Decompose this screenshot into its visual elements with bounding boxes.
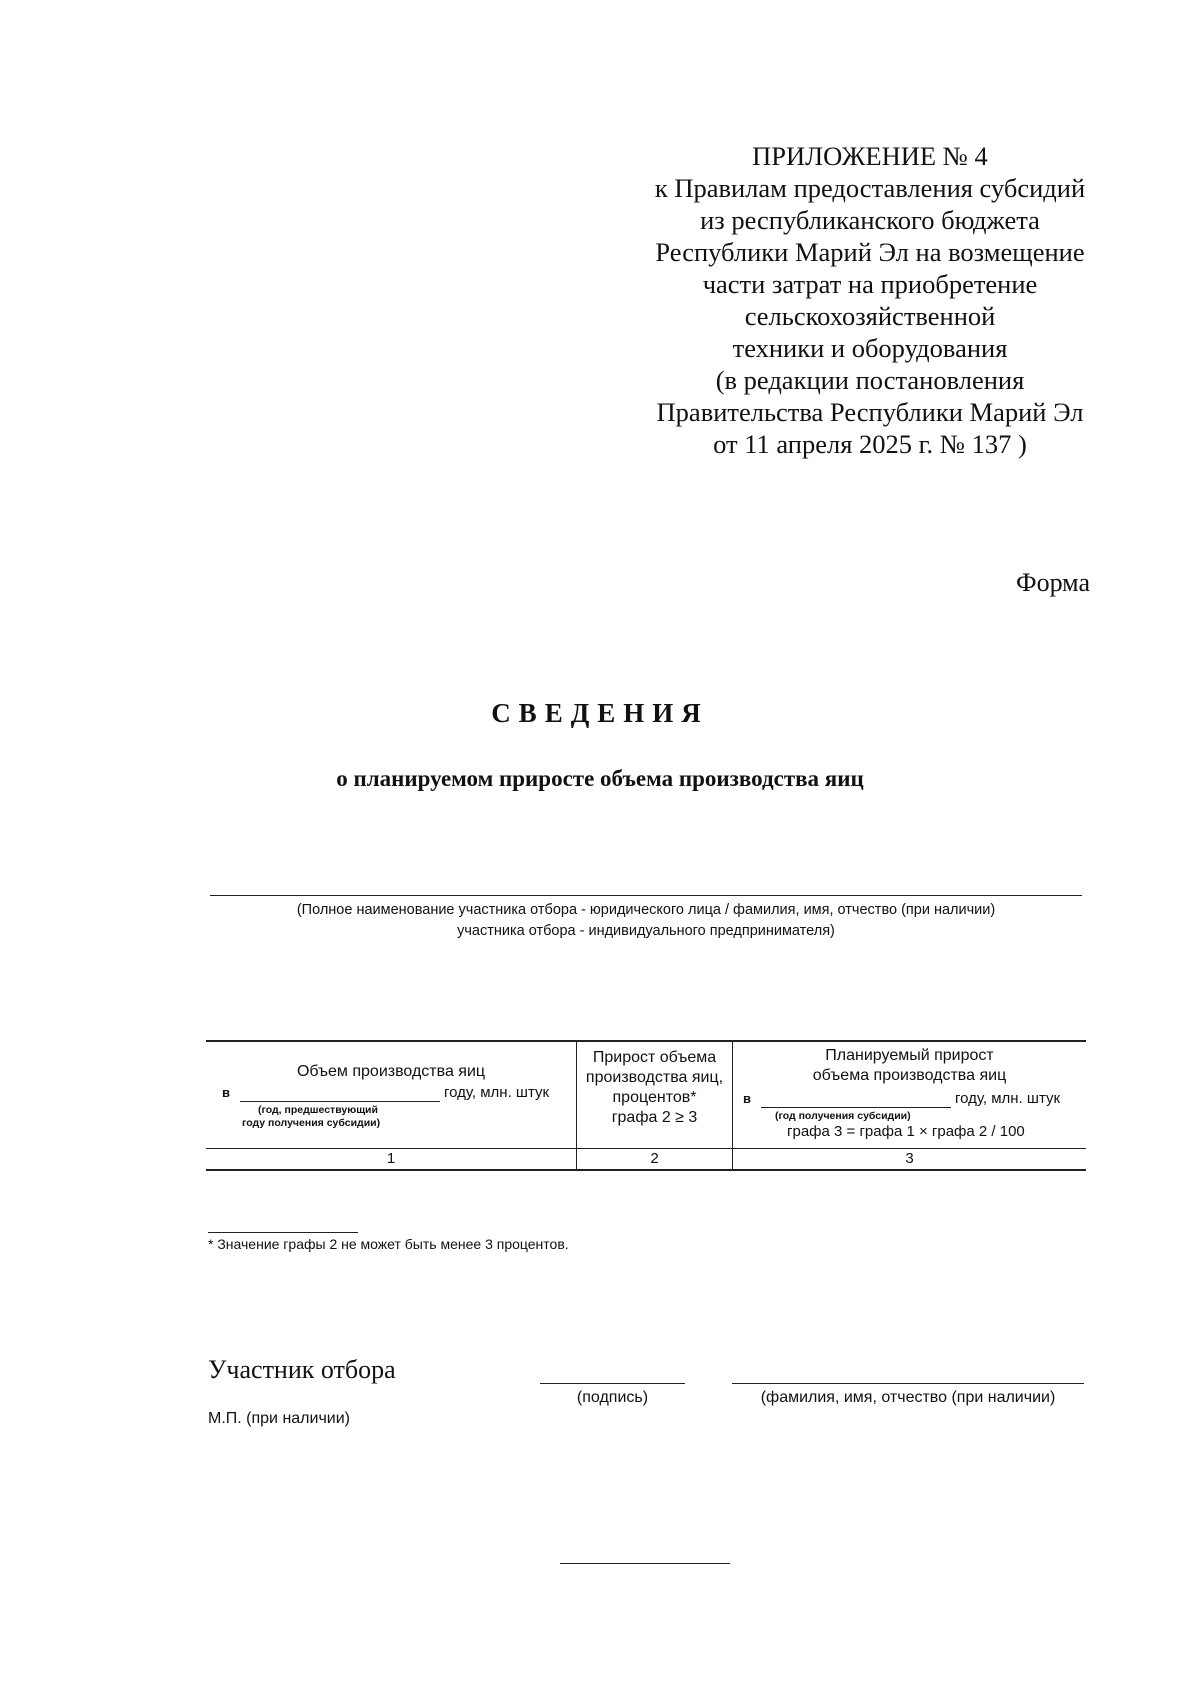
appendix-line: части затрат на приобретение bbox=[702, 269, 1038, 299]
appendix-line: техники и оборудования bbox=[732, 333, 1008, 363]
caption-line: (Полное наименование участника отбора - юридического лица / фамилия, имя, отчество (при наличии) bbox=[296, 902, 996, 918]
col3-suffix: году, млн. штук bbox=[955, 1090, 1061, 1107]
col-number-1: 1 bbox=[206, 1149, 577, 1171]
col3-fill-row bbox=[733, 1090, 1086, 1108]
col1-hint-1: (год, предшествующий bbox=[258, 1104, 378, 1116]
col1-prefix: в bbox=[222, 1085, 230, 1100]
col3-formula: графа 3 = графа 1 × графа 2 / 100 bbox=[787, 1123, 1025, 1140]
fio-line bbox=[732, 1383, 1084, 1384]
col3-title-1: Планируемый прирост bbox=[825, 1047, 994, 1064]
col3-prefix: в bbox=[743, 1091, 751, 1106]
col1-year-blank bbox=[240, 1087, 440, 1102]
header-col-3 bbox=[733, 1041, 1087, 1149]
fio-caption: (фамилия, имя, отчество (при наличии) bbox=[760, 1389, 1056, 1406]
header-col-1 bbox=[206, 1041, 577, 1149]
signature-line bbox=[540, 1383, 685, 1384]
participant-name-line bbox=[210, 895, 1082, 896]
col2-line: производства яиц, bbox=[585, 1069, 724, 1086]
col2-line: процентов* bbox=[612, 1089, 697, 1106]
header-col-2 bbox=[577, 1041, 733, 1149]
appendix-line: от 11 апреля 2025 г. № 137 ) bbox=[713, 429, 1027, 459]
col3-title-2: объема производства яиц bbox=[812, 1067, 1007, 1084]
col2-line: Прирост объема bbox=[592, 1049, 717, 1066]
col3-hint: (год получения субсидии) bbox=[775, 1110, 911, 1122]
table-number-row bbox=[206, 1149, 1086, 1171]
form-label: Форма bbox=[1016, 568, 1090, 597]
participant-name-caption bbox=[210, 900, 1082, 942]
table-header-row bbox=[206, 1041, 1086, 1149]
appendix-line: (в редакции постановления bbox=[715, 365, 1025, 395]
appendix-line: из республиканского бюджета bbox=[700, 205, 1040, 235]
col1-title: Объем производства яиц bbox=[296, 1063, 486, 1080]
stamp-label: М.П. (при наличии) bbox=[208, 1410, 350, 1427]
col2-line: графа 2 ≥ 3 bbox=[611, 1109, 698, 1126]
col1-hint-2: году получения субсидии) bbox=[242, 1117, 381, 1129]
end-divider bbox=[560, 1563, 730, 1564]
data-table bbox=[206, 1040, 1086, 1171]
document-title: СВЕДЕНИЯ bbox=[491, 698, 709, 728]
col1-suffix: году, млн. штук bbox=[444, 1084, 550, 1101]
col-number-2: 2 bbox=[577, 1149, 733, 1171]
col-number-3: 3 bbox=[733, 1149, 1087, 1171]
appendix-line: ПРИЛОЖЕНИЕ № 4 bbox=[752, 141, 988, 171]
appendix-line: сельскохозяйственной bbox=[744, 301, 996, 331]
appendix-line: Республики Марий Эл на возмещение bbox=[655, 237, 1085, 267]
appendix-header bbox=[600, 140, 1140, 460]
appendix-line: к Правилам предоставления субсидий bbox=[654, 173, 1086, 203]
participant-label: Участник отбора bbox=[208, 1355, 396, 1384]
appendix-line: Правительства Республики Марий Эл bbox=[656, 397, 1084, 427]
footnote: * Значение графы 2 не может быть менее 3 процентов. bbox=[208, 1236, 569, 1252]
caption-line: участника отбора - индивидуального предпринимателя) bbox=[457, 923, 835, 939]
footnote-divider bbox=[208, 1232, 358, 1233]
col1-fill-row bbox=[206, 1084, 576, 1102]
col3-year-blank bbox=[761, 1093, 951, 1108]
signature-caption: (подпись) bbox=[576, 1389, 649, 1406]
document-subtitle: о планируемом приросте объема производства яиц bbox=[336, 766, 864, 791]
